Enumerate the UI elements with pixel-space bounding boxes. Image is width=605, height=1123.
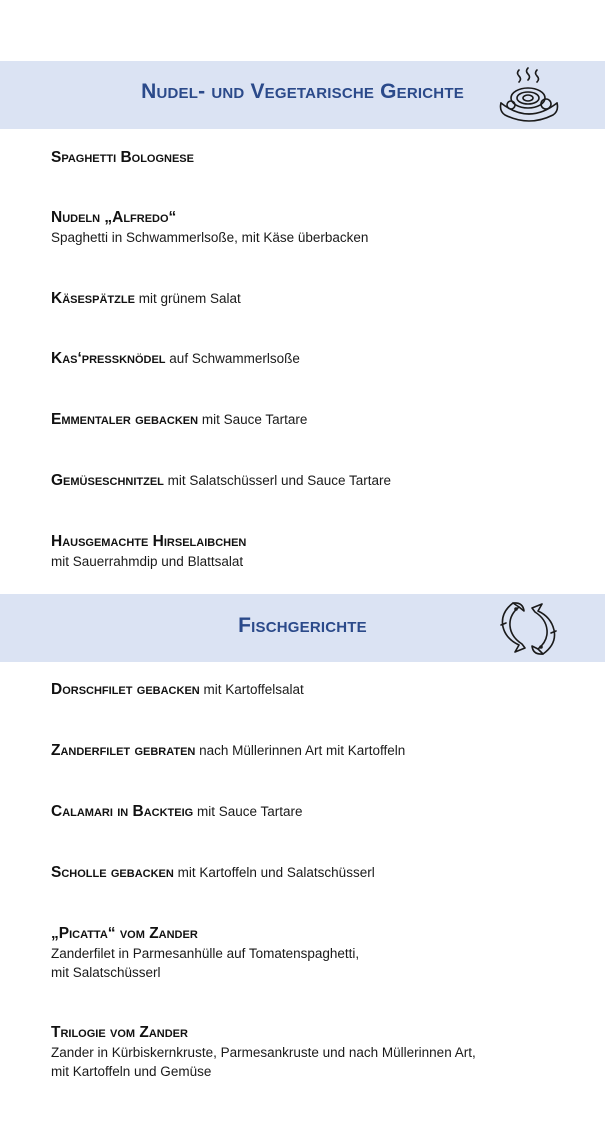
list-item	[51, 1023, 571, 1082]
section-title-fish: Fischgerichte	[238, 614, 367, 637]
dish-name: Dorschfilet gebacken	[51, 681, 200, 698]
dish-description: mit Kartoffelsalat	[203, 682, 304, 697]
dish-description: mit Sauce Tartare	[201, 412, 308, 427]
dish-name: Käsespätzle	[51, 290, 135, 307]
dish-description: Zanderfilet in Parmesanhülle auf Tomatenspaghetti,	[51, 945, 360, 961]
dish-description: mit Salatschüsserl	[51, 965, 161, 980]
section-title-pasta: Nudel- und Vegetarische Gerichte	[141, 80, 464, 103]
dish-description: mit Sauce Tartare	[196, 804, 303, 819]
dish-name: Emmentaler gebacken	[51, 411, 199, 428]
dish-name: Kas‘pressknödel	[51, 350, 166, 367]
dish-description: Zander in Kürbiskernkruste, Parmesankruste und nach Müllerinnen Art,	[51, 1044, 476, 1060]
list-item	[51, 863, 571, 883]
dish-description: nach Müllerinnen Art mit Kartoffeln	[199, 743, 406, 758]
dish-name: Spaghetti Bolognese	[51, 149, 194, 166]
dish-description: mit Kartoffeln und Salatschüsserl	[177, 865, 375, 880]
fish-icon	[497, 599, 561, 657]
dish-description: Spaghetti in Schwammerlsoße, mit Käse überbacken	[51, 229, 369, 245]
dish-description: mit Kartoffeln und Gemüse	[51, 1064, 212, 1079]
dish-name: Calamari in Backteig	[51, 803, 194, 820]
dish-name: Trilogie vom Zander	[51, 1024, 188, 1041]
list-item	[51, 289, 571, 309]
pasta-bowl-icon	[497, 67, 561, 125]
list-item	[51, 680, 571, 700]
list-item	[51, 532, 571, 571]
list-item	[51, 148, 571, 168]
dish-description: mit Salatschüsserl und Sauce Tartare	[167, 473, 392, 488]
dish-name: Hausgemachte Hirselaibchen	[51, 533, 247, 550]
dish-description: mit grünem Salat	[138, 291, 241, 306]
list-item	[51, 924, 571, 983]
list-item	[51, 208, 571, 247]
dish-name: „Picatta“ vom Zander	[51, 925, 198, 942]
dish-name: Gemüseschnitzel	[51, 472, 164, 489]
list-item	[51, 349, 571, 369]
dish-name: Zanderfilet gebraten	[51, 742, 196, 759]
list-item	[51, 471, 571, 491]
list-item	[51, 410, 571, 430]
list-item	[51, 802, 571, 822]
dish-description: auf Schwammerlsoße	[169, 351, 300, 366]
dish-name: Nudeln „Alfredo“	[51, 209, 177, 226]
list-item	[51, 741, 571, 761]
dish-description: mit Sauerrahmdip und Blattsalat	[51, 553, 244, 569]
dish-name: Scholle gebacken	[51, 864, 174, 881]
